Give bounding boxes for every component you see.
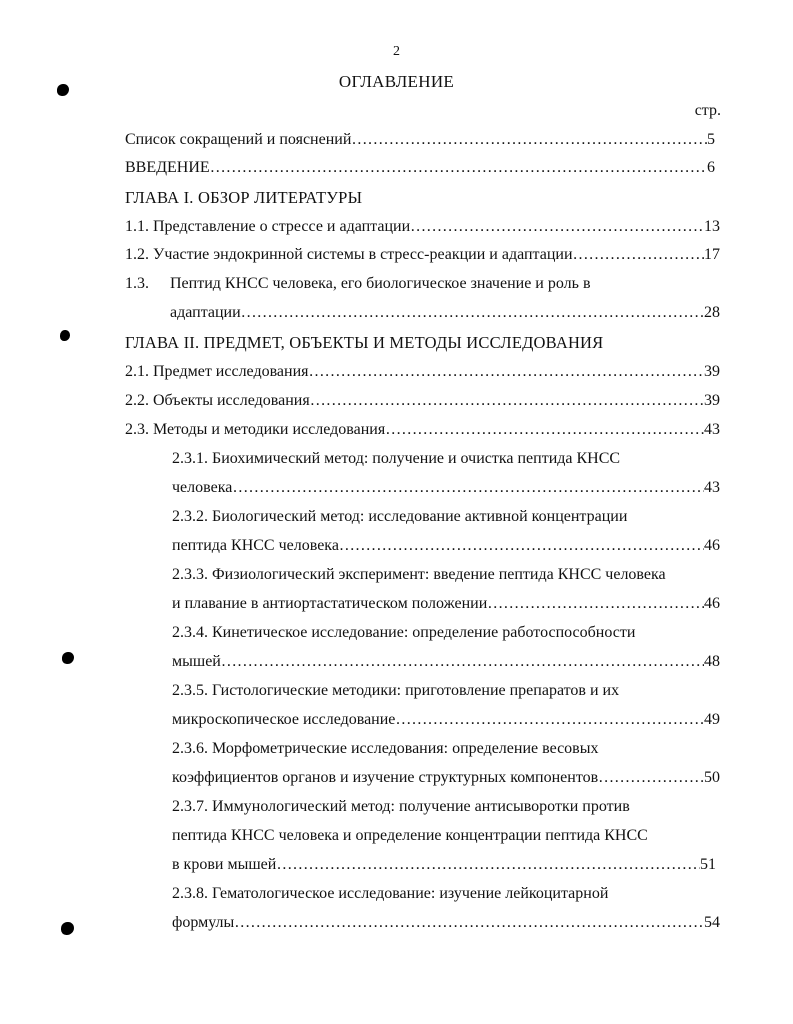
toc-entry [125, 392, 720, 414]
toc-entry-text: 2.3.1. Биохимический метод: получение и очистка пептида КНСС [172, 450, 621, 467]
toc-leader-dots [351, 131, 707, 149]
toc-entry-page: 46 [704, 595, 720, 612]
toc-leader-dots [395, 711, 704, 729]
toc-entry-text: 2.3.5. Гистологические методики: приготовление препаратов и их [172, 682, 620, 699]
punch-hole-mark [60, 330, 70, 341]
toc-entry-page: 39 [704, 392, 720, 409]
toc-leader-dots [310, 392, 704, 410]
toc-leader-dots [410, 218, 704, 236]
toc-entry-page: 5 [707, 131, 715, 148]
toc-entry-text-cont: микроскопическое исследование [172, 711, 396, 728]
toc-entry-text-cont: мышей [172, 653, 221, 670]
toc-entry [172, 537, 720, 559]
toc-entry [172, 914, 720, 936]
toc-entry-text-cont: и плавание в антиортастатическом положении [172, 595, 488, 612]
page-column-label: стр. [694, 102, 721, 119]
toc-leader-dots [234, 914, 704, 932]
toc-entry-text: ВВЕДЕНИЕ [125, 159, 210, 176]
toc-leader-dots [309, 363, 704, 381]
toc-entry [125, 363, 720, 385]
toc-entry [125, 218, 720, 240]
toc-entry-page: 13 [704, 218, 720, 235]
toc-entry-page: 49 [704, 711, 720, 728]
toc-entry-text-cont: в крови мышей [172, 856, 277, 873]
toc-entry [125, 246, 720, 268]
toc-chapter-heading: ГЛАВА I. ОБЗОР ЛИТЕРАТУРЫ [125, 188, 363, 207]
toc-leader-dots [276, 856, 700, 874]
toc-entry-text: 2.3.2. Биологический метод: исследование активной концентрации [172, 508, 628, 525]
toc-entry-text: 2.3.7. Иммунологический метод: получение антисыворотки против [172, 798, 630, 815]
toc-entry-page: 43 [704, 421, 720, 438]
toc-entry-number: 1.3. [125, 275, 149, 292]
toc-entry-text: 2.3.3. Физиологический эксперимент: введение пептида КНСС человека [172, 566, 666, 583]
toc-entry [172, 479, 720, 501]
toc-entry [172, 856, 716, 878]
toc-entry-page: 51 [700, 856, 716, 873]
toc-entry-text: 2.2. Объекты исследования [125, 392, 310, 409]
toc-entry-page: 50 [704, 769, 720, 786]
toc-entry [172, 595, 720, 617]
toc-entry-text-cont: формулы [172, 914, 235, 931]
page-number: 2 [393, 44, 400, 59]
toc-entry-page: 54 [704, 914, 720, 931]
toc-entry-text: 2.3.4. Кинетическое исследование: определение работоспособности [172, 624, 636, 641]
toc-leader-dots [487, 595, 704, 613]
toc-entry-page: 39 [704, 363, 720, 380]
toc-entry-text: 2.3.8. Гематологическое исследование: изучение лейкоцитарной [172, 885, 609, 902]
toc-chapter-heading: ГЛАВА II. ПРЕДМЕТ, ОБЪЕКТЫ И МЕТОДЫ ИССЛЕДОВАНИЯ [125, 333, 604, 352]
toc-leader-dots [385, 421, 704, 439]
toc-entry [125, 159, 715, 181]
page-title: ОГЛАВЛЕНИЕ [338, 72, 455, 91]
toc-entry-text: 2.1. Предмет исследования [125, 363, 309, 380]
toc-entry [170, 304, 720, 326]
toc-entry-text-cont: пептида КНСС человека и определение концентрации пептида КНСС [172, 827, 648, 844]
toc-entry-text-cont: адаптации [170, 304, 241, 321]
toc-leader-dots [241, 304, 704, 322]
punch-hole-mark [61, 922, 74, 935]
toc-leader-dots [339, 537, 704, 555]
toc-entry [172, 769, 720, 791]
toc-entry-page: 17 [704, 246, 720, 263]
toc-entry [172, 653, 720, 675]
toc-entry [125, 131, 715, 153]
toc-entry-text: Пептид КНСС человека, его биологическое значение и роль в [170, 275, 591, 292]
toc-entry-text-cont: коэффициентов органов и изучение структурных компонентов [172, 769, 599, 786]
toc-entry-text: Список сокращений и пояснений [125, 131, 352, 148]
toc-entry-text-cont: пептида КНСС человека [172, 537, 339, 554]
toc-entry-page: 46 [704, 537, 720, 554]
toc-entry-page: 28 [704, 304, 720, 321]
toc-entry-page: 6 [707, 159, 715, 176]
toc-entry-text-cont: человека [172, 479, 233, 496]
toc-entry-text: 1.2. Участие эндокринной системы в стресс-реакции и адаптации [125, 246, 573, 263]
toc-entry-text: 2.3. Методы и методики исследования [125, 421, 386, 438]
toc-leader-dots [221, 653, 704, 671]
toc-leader-dots [232, 479, 704, 497]
toc-entry-text: 2.3.6. Морфометрические исследования: определение весовых [172, 740, 599, 757]
toc-leader-dots [573, 246, 704, 264]
toc-entry [125, 421, 720, 443]
toc-entry-page: 48 [704, 653, 720, 670]
toc-entry [172, 711, 720, 733]
toc-entry-page: 43 [704, 479, 720, 496]
punch-hole-mark [62, 652, 74, 664]
toc-leader-dots [598, 769, 704, 787]
toc-leader-dots [210, 159, 707, 177]
toc-entry-text: 1.1. Представление о стрессе и адаптации [125, 218, 411, 235]
